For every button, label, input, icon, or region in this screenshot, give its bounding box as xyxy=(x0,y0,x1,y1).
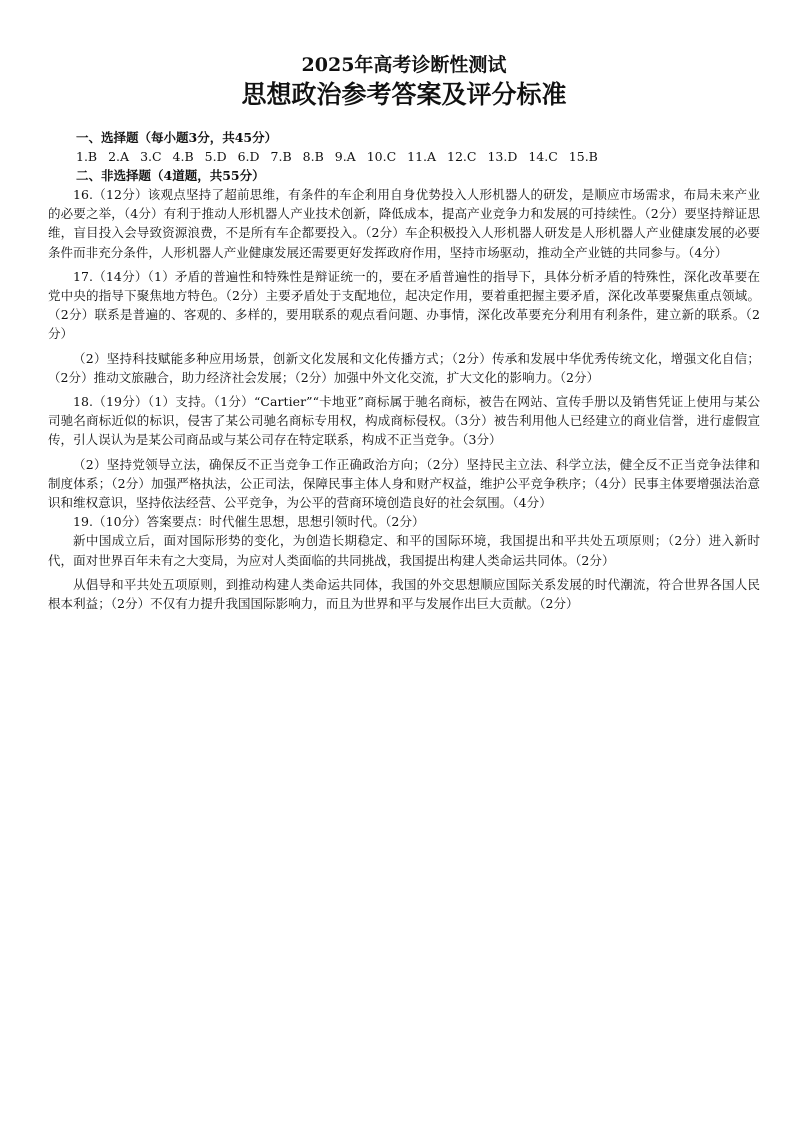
answer-item: 12.C xyxy=(447,149,477,164)
answer-item: 1.B xyxy=(76,149,98,164)
answer-item: 5.D xyxy=(204,149,227,164)
question-19-paragraph-3: 从倡导和平共处五项原则，到推动构建人类命运共同体，我国的外交思想顺应国际关系发展的时代潮流，符合世界各国人民根本利益；（2分）不仅有力提升我国国际影响力，而且为世界和平与发展作出巨大贡献。（2分） xyxy=(48,576,760,612)
answer-item: 4.B xyxy=(172,149,194,164)
question-18-part2-answer: （2）坚持党领导立法，确保反不正当竞争工作正确政治方向；（2分）坚持民主立法、科学立法，健全反不正当竞争法律和制度体系；（2分）加强严格执法，公正司法，保障民事主体人身和财产权益，维护公平竞争秩序；（4分）民事主体要增强法治意识和维权意识，坚持依法经营、公平竞争，为公平的营商环境创造良好的社会氛围。（4分） xyxy=(48,456,760,511)
question-16-answer: 16.（12分）该观点坚持了超前思维，有条件的车企利用自身优势投入人形机器人的研发，是顺应市场需求，布局未来产业的必要之举，（4分）有利于推动人形机器人产业技术创新，降低成本，提高产业竞争力和发展的可持续性。（2分）要坚持辩证思维，盲目投入会导致资源浪费，不是所有车企都要投入。（2分）车企积极投入人形机器人研发是人形机器人产业健康发展的必要条件而非充分条件，人形机器人产业健康发展还需要更好发挥政府作用，坚持市场驱动，推动全产业链的共同参与。（4分） xyxy=(48,187,760,260)
question-19-paragraph-2: 新中国成立后，面对国际形势的变化，为创造长期稳定、和平的国际环境，我国提出和平共处五项原则；（2分）进入新时代，面对世界百年未有之大变局，为应对人类面临的共同挑战，我国提出构建人类命运共同体。（2分） xyxy=(48,533,760,568)
section-open-questions-heading: 二、非选择题（4道题，共55分） xyxy=(76,168,265,183)
answer-item: 10.C xyxy=(366,149,397,164)
question-17-part1-answer: 17.（14分）（1）矛盾的普遍性和特殊性是辩证统一的，要在矛盾普遍性的指导下，具体分析矛盾的特殊性，深化改革要在党中央的指导下聚焦地方特色。（2分）主要矛盾处于支配地位，起决定作用，要着重把握主要矛盾，深化改革要聚焦重点领域。（2分）联系是普遍的、客观的、多样的，要用联系的观点看问题、办事情，深化改革要充分利用有利条件，建立新的联系。（2分） xyxy=(48,268,760,342)
answer-item: 9.A xyxy=(334,149,356,164)
answer-item: 13.D xyxy=(487,149,518,164)
multiple-choice-answers xyxy=(76,147,760,166)
section-multiple-choice-heading: 一、选择题（每小题3分，共45分） xyxy=(76,130,278,145)
answer-item: 14.C xyxy=(528,149,558,164)
question-17-part2-answer: （2）坚持科技赋能多种应用场景，创新文化发展和文化传播方式；（2分）传承和发展中华优秀传统文化，增强文化自信；（2分）推动文旅融合，助力经济社会发展；（2分）加强中外文化交流，扩大文化的影响力。（2分） xyxy=(48,350,760,385)
question-18-part1-answer: 18.（19分）（1）支持。（1分）“Cartier”“卡地亚”商标属于驰名商标，被告在网站、宣传手册以及销售凭证上使用与某公司驰名商标近似的标识，侵害了某公司驰名商标专用权，构成商标侵权。（3分）被告利用他人已经建立的商业信誉，进行虚假宣传，引人误认为是某公司商品或与某公司存在特定联系，构成不正当竞争。（3分） xyxy=(48,394,760,448)
question-19-key-point: 19.（10分）答案要点：时代催生思想，思想引领时代。（2分） xyxy=(73,514,425,530)
answer-item: 2.A xyxy=(108,149,130,164)
answer-item: 8.B xyxy=(302,149,324,164)
answer-item: 7.B xyxy=(270,149,292,164)
answer-item: 15.B xyxy=(568,149,598,164)
document-subtitle: 思想政治参考答案及评分标准 xyxy=(241,80,567,109)
exam-title: 2025年高考诊断性测试 xyxy=(301,54,507,76)
answer-item: 6.D xyxy=(237,149,260,164)
answer-item: 3.C xyxy=(140,149,162,164)
answer-item: 11.A xyxy=(407,149,437,164)
